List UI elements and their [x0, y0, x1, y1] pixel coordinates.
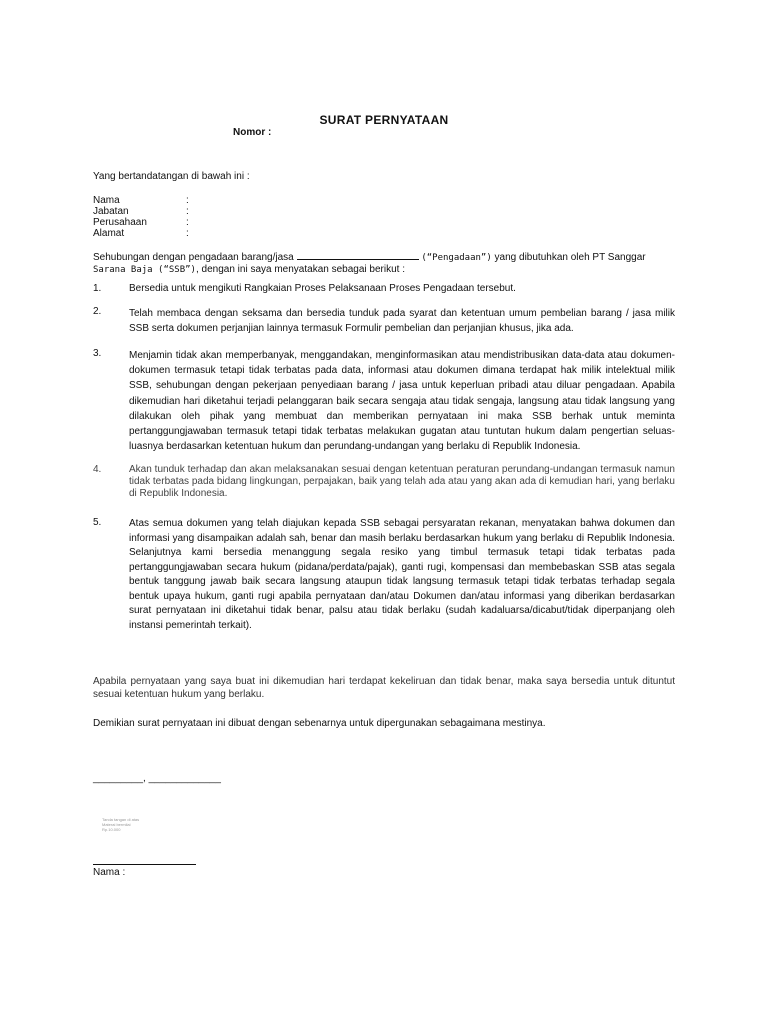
sehubungan-paragraph	[93, 251, 675, 276]
intro-text: Yang bertandatangan di bawah ini :	[93, 171, 250, 182]
stamp-line: Rp.10.000	[102, 827, 121, 832]
list-item	[93, 348, 675, 454]
item-text: Atas semua dokumen yang telah diajukan kepada SSB sebagai persyaratan rekanan, menyatakan bahwa dokumen dan informasi yang disampaikan adalah sah, benar dan masih berlaku berdasarkan hukum yang berlaku di Republik Indonesia. Selanjutnya kami bersedia menanggung segala resiko yang timbul termasuk tetapi tidak terbatas pada pertanggungjawaban secara hukum (pidana/perdata/pajak), ganti rugi, kompensasi dan membebaskan SSB atas segala bentuk tanggung jawab baik secara langsung ataupun tidak langsung termasuk tetapi tidak terbatas terhadap segala bentuk upaya hukum, ganti rugi apabila pernyataan dan/atau Dokumen dan/atau informasi yang diberikan berdasarkan surat pernyataan ini diketahui tidak benar, palsu atau tidak berlaku (sudah kadaluarsa/dicabut/tidak diperpanjang oleh instansi pemerintah terkait).	[129, 518, 675, 631]
field-label: Jabatan	[93, 206, 129, 217]
item-text: Menjamin tidak akan memperbanyak, menggandakan, menginformasikan atau mendistribusikan data-data atau dokumen-dokumen termasuk tetapi tidak terbatas pada data, informasi atau dokumen dimana terdapat hak milik intelektual milik SSB, sehubungan dengan pekerjaan penyediaan barang / jasa untuk keperluan pribadi atau diluar pengadaan. Apabila dikemudian hari diketahui terjadi pelanggaran baik secara sengaja atau tidak sengaja, langsung atau tidak langsung yang dilakukan oleh pihak yang membuat dan memberikan pernyataan ini maka SSB berhak untuk meminta pertanggungjawaban termasuk tetapi tidak terbatas melakukan gugatan atau tuntutan hukum dalam pengertian seluas-luasnya berdasarkan ketentuan hukum dan perundang-undangan yang berlaku di Republik Indonesia.	[129, 350, 675, 453]
field-label: Perusahaan	[93, 217, 147, 228]
item-number: 3.	[93, 348, 102, 359]
field-separator: :	[186, 228, 189, 239]
list-item	[93, 517, 675, 633]
item-text: Akan tunduk terhadap dan akan melaksanakan sesuai dengan ketentuan peraturan perundang-undangan termasuk namun tidak terbatas pada bidang lingkungan, perpajakan, baik yang telah ada atau yang akan ada di kemudian hari, yang berlaku di Republik Indonesia.	[129, 464, 675, 499]
field-label: Nama	[93, 195, 120, 206]
sehubungan-text: yang dibutuhkan oleh PT Sanggar	[494, 252, 646, 263]
field-separator: :	[186, 195, 189, 206]
item-number: 4.	[93, 464, 102, 475]
document-title: SURAT PERNYATAAN	[319, 113, 449, 127]
stamp-note	[102, 817, 139, 832]
item-number: 1.	[93, 283, 102, 294]
pengadaan-term: (“Pengadaan”)	[421, 253, 492, 263]
list-item	[93, 464, 675, 500]
list-item	[93, 283, 675, 295]
field-nama	[93, 195, 189, 206]
field-jabatan	[93, 206, 189, 217]
signature-line	[93, 864, 196, 865]
item-number: 5.	[93, 517, 102, 528]
closing-paragraph: Apabila pernyataan yang saya buat ini dikemudian hari terdapat kekeliruan dan tidak benar, maka saya bersedia untuk dituntut sesuai ketentuan hukum yang berlaku.	[93, 676, 675, 700]
stamp-line: Materai bermilai	[102, 822, 131, 827]
field-perusahaan	[93, 217, 189, 228]
identity-fields	[93, 195, 189, 239]
item-number: 2.	[93, 306, 102, 317]
item-text: Telah membaca dengan seksama dan bersedia tunduk pada syarat dan ketentuan umum pembelian barang / jasa milik SSB serta dokumen perjanjian lainnya termasuk Formulir pembelian dan perjanjian khusus, jika ada.	[129, 308, 675, 334]
field-label: Alamat	[93, 228, 125, 239]
ssb-term: Sarana Baja (“SSB”)	[93, 265, 196, 275]
signature-name-label: Nama :	[93, 867, 126, 878]
stamp-line: Tanda tangan di atas	[102, 817, 140, 822]
field-separator: :	[186, 206, 189, 217]
list-item	[93, 306, 675, 336]
nomor-label: Nomor :	[233, 127, 272, 138]
field-separator: :	[186, 217, 189, 228]
demikian-paragraph: Demikian surat pernyataan ini dibuat dengan sebenarnya untuk dipergunakan sebagaimana mestinya.	[93, 718, 546, 729]
place-date-line: _________, _____________	[93, 773, 221, 784]
field-alamat	[93, 228, 189, 239]
sehubungan-text: , dengan ini saya menyatakan sebagai berikut :	[195, 264, 405, 275]
sehubungan-text: Sehubungan dengan pengadaan barang/jasa	[93, 252, 294, 263]
blank-line	[297, 251, 419, 260]
item-text: Bersedia untuk mengikuti Rangkaian Proses Pelaksanaan Proses Pengadaan tersebut.	[129, 283, 516, 294]
